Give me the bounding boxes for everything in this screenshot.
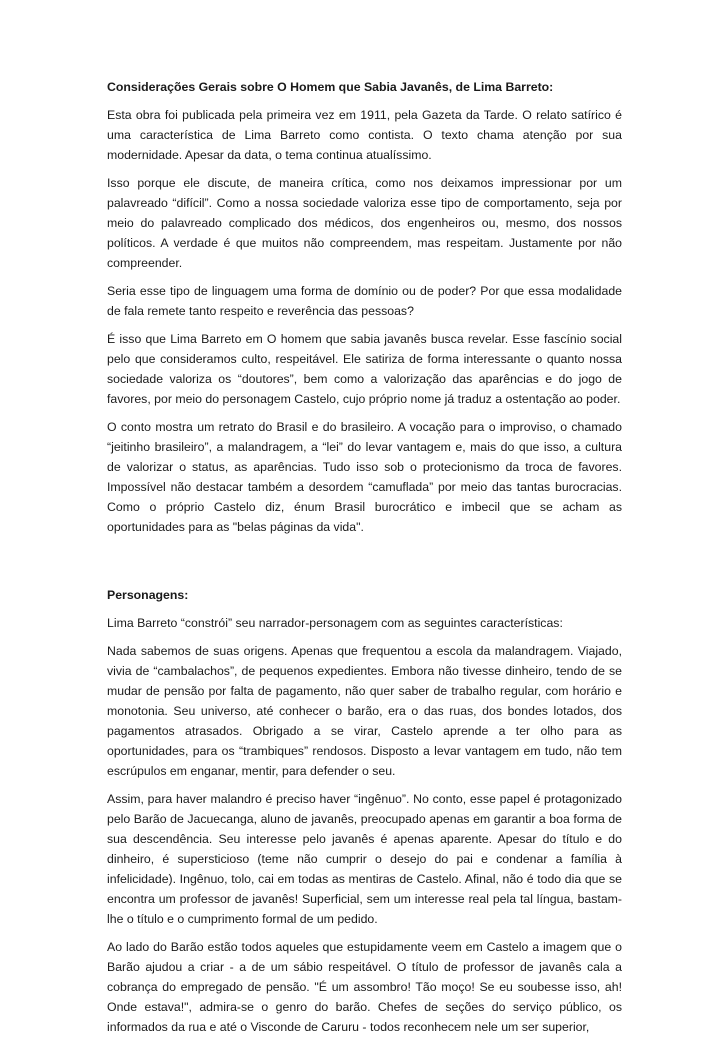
- paragraph: Seria esse tipo de linguagem uma forma de domínio ou de poder? Por que essa modalidade de fala remete tanto respeito e reverência das pessoas?: [107, 284, 622, 318]
- paragraph: Lima Barreto “constrói” seu narrador-personagem com as seguintes características:: [107, 616, 563, 630]
- paragraph: Nada sabemos de suas origens. Apenas que frequentou a escola da malandragem. Viajado, vivia de “cambalachos”, de pequenos expedientes. Embora não tivesse dinheiro, tendo de se mudar de pensão por falta de pagamento, não quer saber de trabalho regular, com horário e monotonia. Seu universo, até conhecer o barão, era o das ruas, dos bondes lotados, dos pagamentos atrasados. Obrigado a se virar, Castelo aprende a ter olho para as oportunidades, para os “trambiques” rendosos. Disposto a levar vantagem em tudo, não tem escrúpulos em enganar, mentir, para defender o seu.: [107, 644, 622, 778]
- paragraph: O conto mostra um retrato do Brasil e do brasileiro. A vocação para o improviso, o chamado “jeitinho brasileiro”, a malandragem, a “lei” do levar vantagem e, mais do que isso, a cultura de valorizar o status, as aparências. Tudo isso sob o protecionismo da troca de favores. Impossível não destacar também a desordem “camuflada” por meio das tantas burocracias. Como o próprio Castelo diz, énum Brasil burocrático e imbecil que se acham as oportunidades para as "belas páginas da vida".: [107, 420, 622, 534]
- paragraph: É isso que Lima Barreto em O homem que sabia javanês busca revelar. Esse fascínio social pelo que consideramos culto, respeitável. Ele satiriza de forma interessante o quanto nossa sociedade valoriza os “doutores”, bem como a valorização das aparências e do jogo de favores, por meio do personagem Castelo, cujo próprio nome já traduz a ostentação ao poder.: [107, 332, 622, 406]
- paragraph: Esta obra foi publicada pela primeira vez em 1911, pela Gazeta da Tarde. O relato satírico é uma característica de Lima Barreto como contista. O texto chama atenção por sua modernidade. Apesar da data, o tema continua atualíssimo.: [107, 108, 622, 162]
- paragraph: Ao lado do Barão estão todos aqueles que estupidamente veem em Castelo a imagem que o Barão ajudou a criar - a de um sábio respeitável. O título de professor de javanês cala a cobrança do empregado de pensão. "É um assombro! Tão moço! Se eu soubesse isso, ah! Onde estava!", admira-se o genro do barão. Chefes de seções do serviço público, os informados da rua e até o Visconde de Caruru - todos reconhecem nele um ser superior,: [107, 940, 622, 1034]
- document-page: [107, 77, 622, 1045]
- section-heading-consideracoes: Considerações Gerais sobre O Homem que Sabia Javanês, de Lima Barreto:: [107, 80, 554, 94]
- paragraph: Assim, para haver malandro é preciso haver “ingênuo”. No conto, esse papel é protagonizado pelo Barão de Jacuecanga, aluno de javanês, preocupado apenas em garantir a boa forma de sua descendência. Seu interesse pelo javanês é apenas aparente. Apesar do título e do dinheiro, é supersticioso (teme não cumprir o desejo do pai e condenar a família à infelicidade). Ingênuo, tolo, cai em todas as mentiras de Castelo. Afinal, não é todo dia que se encontra um professor de javanês! Superficial, sem um interesse real pela tal língua, bastam-lhe o título e o cumprimento formal de um pedido.: [107, 792, 622, 926]
- paragraph: Isso porque ele discute, de maneira crítica, como nos deixamos impressionar por um palavreado “difícil”. Como a nossa sociedade valoriza esse tipo de comportamento, seja por meio do palavreado complicado dos médicos, dos engenheiros ou, mesmo, dos nossos políticos. A verdade é que muitos não compreendem, mas respeitam. Justamente por não compreender.: [107, 176, 622, 270]
- section-heading-personagens: Personagens:: [107, 588, 189, 602]
- section-spacer: [107, 545, 622, 585]
